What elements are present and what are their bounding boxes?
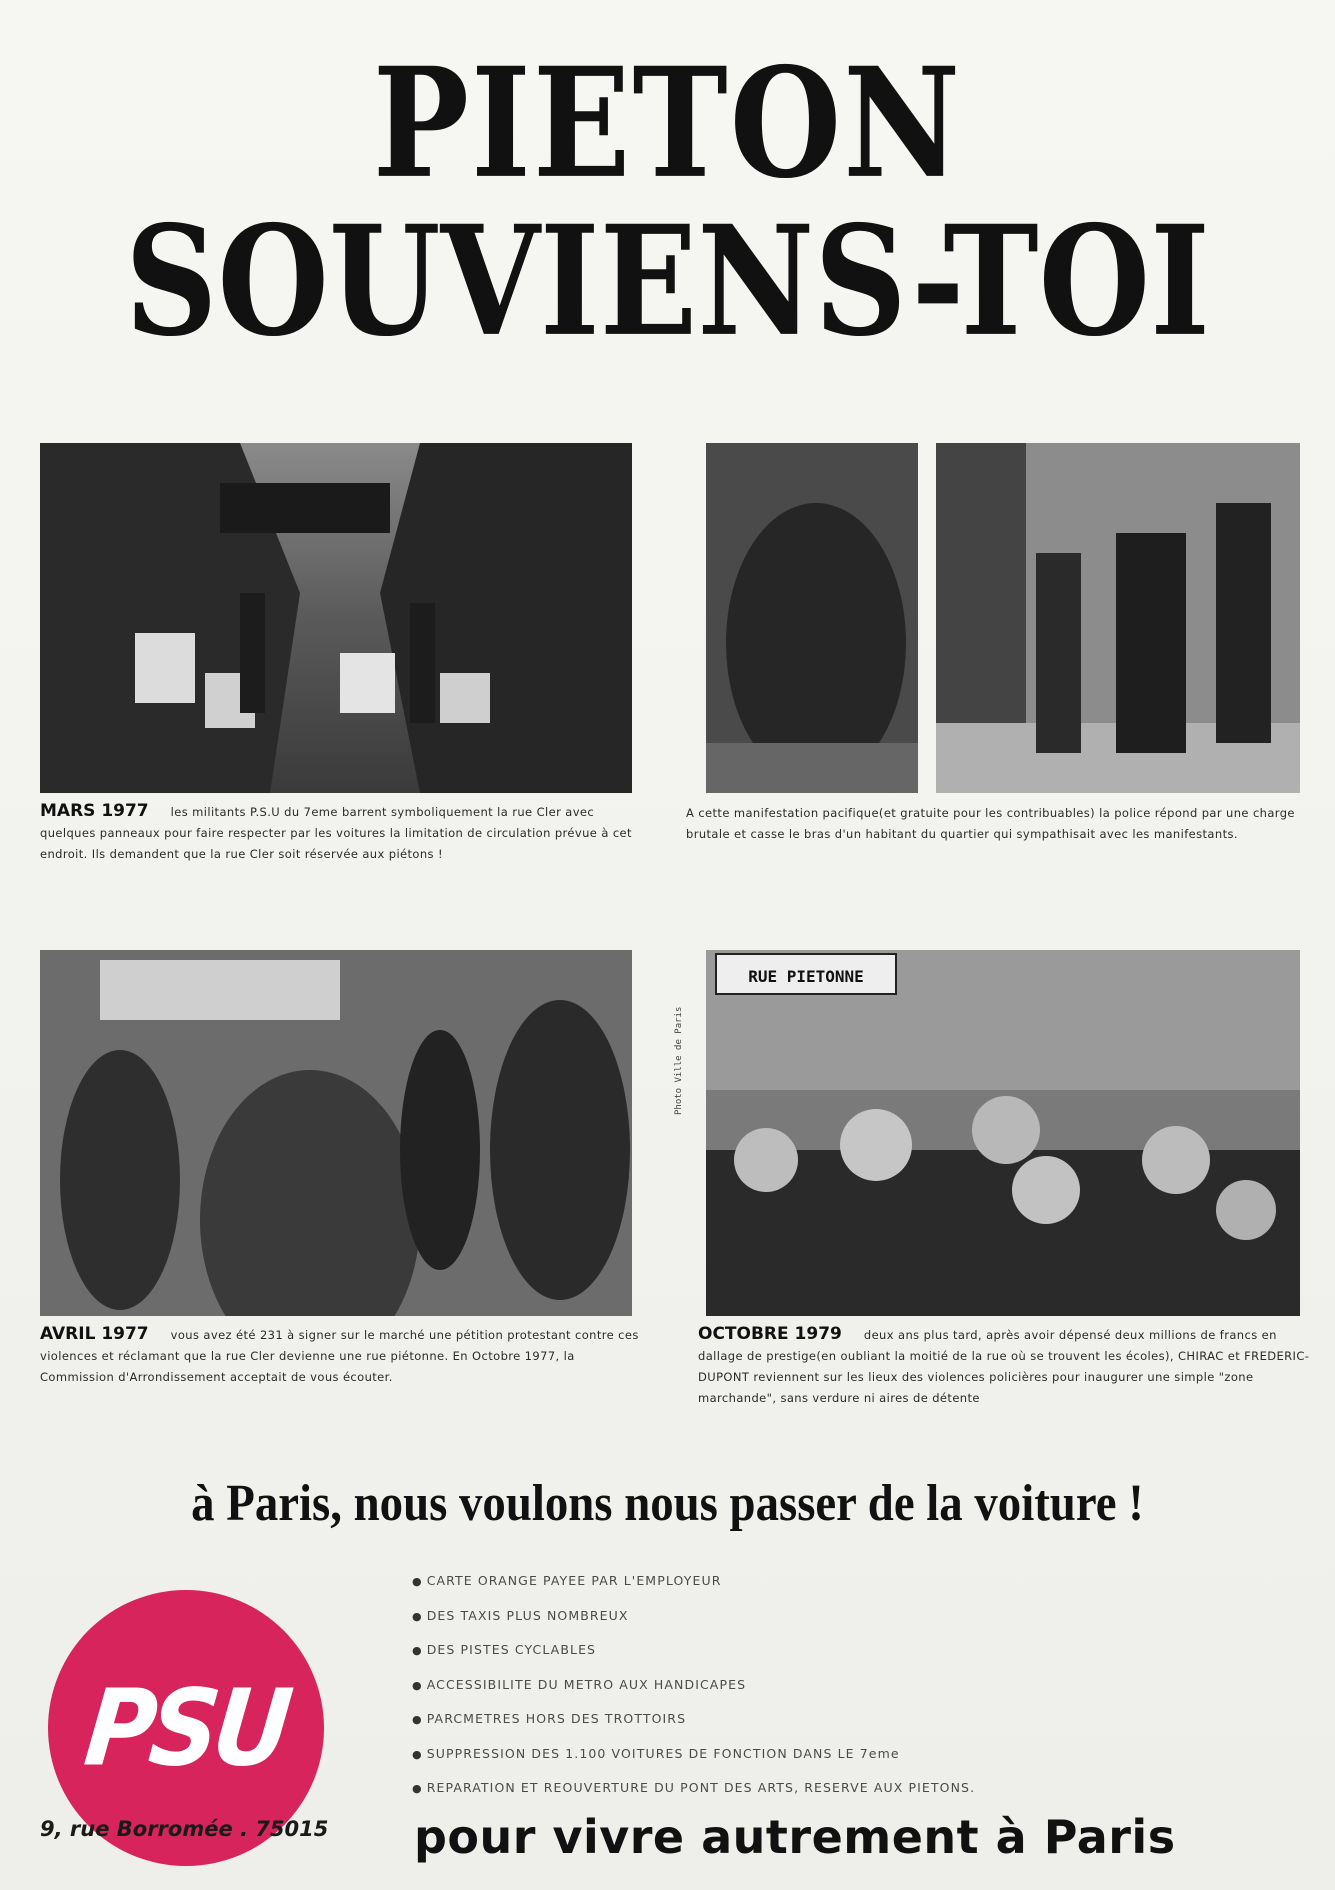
headline-line-2: SOUVIENS-TOI — [125, 193, 1210, 371]
tagline: pour vivre autrement à Paris — [414, 1810, 1176, 1864]
caption-text: vous avez été 231 à signer sur le marché une pétition protestant contre ces violences et réclamant que la rue Cler devienne une rue piétonne. En Octobre 1977, la Commission d'Arrondissement acceptait de vous écouter. — [40, 1328, 639, 1384]
bullet-icon: ● — [412, 1782, 423, 1795]
demand-item: ● PARCMETRES HORS DES TROTTOIRS — [412, 1702, 975, 1737]
photo-inauguration-officials — [706, 950, 1300, 1316]
street-sign-text: RUE PIETONNE — [748, 967, 864, 986]
demand-item: ● CARTE ORANGE PAYEE PAR L'EMPLOYEUR — [412, 1564, 975, 1599]
bullet-icon: ● — [412, 1644, 423, 1657]
caption-date: AVRIL 1977 — [40, 1324, 149, 1344]
caption-text: les militants P.S.U du 7eme barrent symboliquement la rue Cler avec quelques panneaux pour faire respecter par les voitures la limitation de circulation prévue à cet endroit. Ils demandent que la rue Cler soit réservée aux piétons ! — [40, 805, 632, 861]
caption-text: A cette manifestation pacifique(et gratuite pour les contribuables) la police répond par une charge brutale et casse le bras d'un habitant du quartier qui sympathisait avec les manifestants. — [686, 806, 1295, 841]
photo-credit: Photo Ville de Paris — [674, 1006, 684, 1115]
bullet-icon: ● — [412, 1747, 423, 1761]
photo-police-charge-left — [706, 443, 918, 793]
bullet-icon: ● — [412, 1713, 423, 1726]
demand-item: ● DES TAXIS PLUS NOMBREUX — [412, 1599, 975, 1634]
caption-date: OCTOBRE 1979 — [698, 1324, 842, 1344]
photo-petition-crowd — [40, 950, 632, 1316]
caption-mars-1977 — [40, 801, 640, 865]
demand-item: ● SUPPRESSION DES 1.100 VOITURES DE FONCTION DANS LE 7eme — [412, 1737, 975, 1772]
slogan: à Paris, nous voulons nous passer de la voiture ! — [191, 1475, 1144, 1532]
demand-item: ● REPARATION ET REOUVERTURE DU PONT DES ARTS, RESERVE AUX PIETONS. — [412, 1771, 975, 1806]
photo-rue-cler-blocked — [40, 443, 632, 793]
caption-police-charge — [686, 803, 1314, 845]
demand-item: ● ACCESSIBILITE DU METRO AUX HANDICAPES — [412, 1668, 975, 1703]
caption-avril-1977 — [40, 1324, 640, 1388]
address: 9, rue Borromée . 75015 — [40, 1817, 329, 1841]
bullet-icon: ● — [412, 1575, 423, 1588]
caption-octobre-1979 — [698, 1324, 1310, 1409]
photo-police-charge-right — [936, 443, 1300, 793]
demand-item: ● DES PISTES CYCLABLES — [412, 1633, 975, 1668]
bullet-icon: ● — [412, 1678, 423, 1692]
bullet-icon: ● — [412, 1609, 423, 1623]
caption-text: deux ans plus tard, après avoir dépensé deux millions de francs en dallage de prestige(en oubliant la moitié de la rue où se trouvent les écoles), CHIRAC et FREDERIC-DUPONT reviennent sur les lieux des violences policières pour inaugurer une simple "zone marchande", sans verdure ni aires de détente — [698, 1328, 1310, 1405]
psu-logo-text: PSU — [79, 1666, 293, 1790]
headline-line-1: PIETON — [372, 35, 963, 213]
caption-date: MARS 1977 — [40, 801, 149, 821]
demands-list — [412, 1564, 975, 1806]
